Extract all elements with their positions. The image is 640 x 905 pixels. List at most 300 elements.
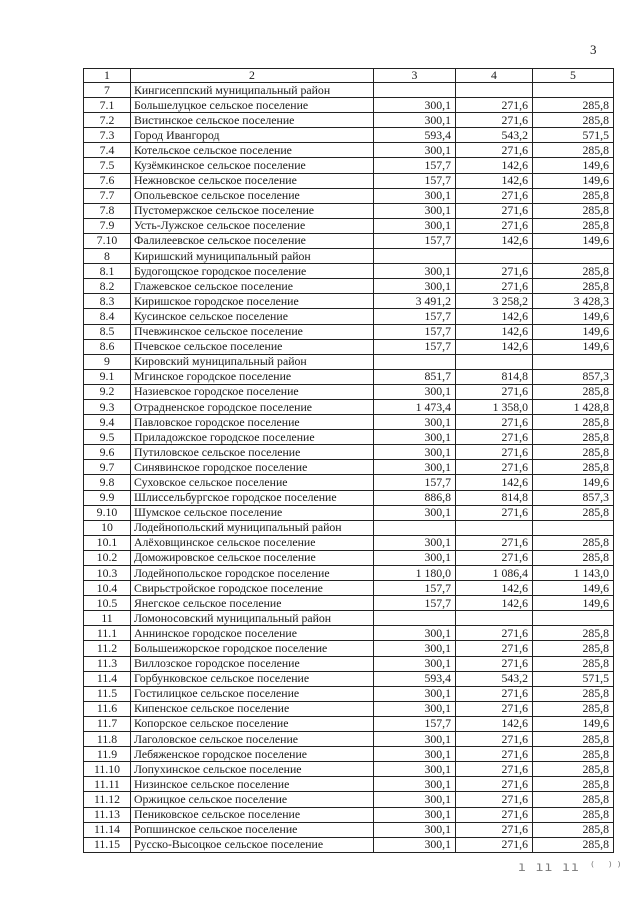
value-col5: 285,8: [533, 143, 614, 158]
value-col4: 271,6: [456, 747, 533, 762]
row-number: 8.5: [84, 324, 131, 339]
row-number: 11.12: [84, 792, 131, 807]
value-col3: 157,7: [374, 581, 456, 596]
value-col5: 285,8: [533, 792, 614, 807]
table-row: [84, 732, 614, 747]
settlement-name: Вистинское сельское поселение: [131, 113, 374, 128]
value-col3: 300,1: [374, 762, 456, 777]
value-col4: 271,6: [456, 188, 533, 203]
row-number: 9.6: [84, 445, 131, 460]
settlement-name: Пениковское сельское поселение: [131, 807, 374, 822]
value-col4: 271,6: [456, 143, 533, 158]
table-row: [84, 233, 614, 248]
value-col4: 271,6: [456, 505, 533, 520]
table-row: [84, 173, 614, 188]
settlement-name: Приладожское городское поселение: [131, 430, 374, 445]
value-col3: 157,7: [374, 173, 456, 188]
value-col5: 285,8: [533, 762, 614, 777]
table-row: [84, 218, 614, 233]
value-col3: 157,7: [374, 309, 456, 324]
row-number: 11.8: [84, 732, 131, 747]
row-number: 9.1: [84, 369, 131, 384]
table-row: [84, 520, 614, 535]
settlement-name: Лопухинское сельское поселение: [131, 762, 374, 777]
value-col4: 271,6: [456, 430, 533, 445]
value-col3: 300,1: [374, 430, 456, 445]
value-col3: [374, 611, 456, 626]
value-col4: 142,6: [456, 596, 533, 611]
table-row: [84, 686, 614, 701]
value-col4: [456, 83, 533, 98]
value-col5: 3 428,3: [533, 294, 614, 309]
value-col4: 271,6: [456, 384, 533, 399]
settlement-name: Будогощское городское поселение: [131, 264, 374, 279]
value-col5: [533, 520, 614, 535]
table-row: [84, 98, 614, 113]
settlement-name: Усть-Лужское сельское поселение: [131, 218, 374, 233]
settlement-name: Киришский муниципальный район: [131, 249, 374, 264]
table-row: [84, 430, 614, 445]
settlement-name: Лодейнопольский муниципальный район: [131, 520, 374, 535]
value-col5: 1 428,8: [533, 399, 614, 414]
value-col5: 857,3: [533, 490, 614, 505]
row-number: 9: [84, 354, 131, 369]
value-col4: [456, 354, 533, 369]
column-header: 4: [456, 69, 533, 83]
row-number: 11.13: [84, 807, 131, 822]
settlement-name: Гостилицкое сельское поселение: [131, 686, 374, 701]
table-row: [84, 158, 614, 173]
row-number: 11.6: [84, 701, 131, 716]
table-row: [84, 656, 614, 671]
row-number: 9.9: [84, 490, 131, 505]
table-row: [84, 279, 614, 294]
row-number: 7.5: [84, 158, 131, 173]
table-row: [84, 83, 614, 98]
row-number: 7.4: [84, 143, 131, 158]
value-col4: 142,6: [456, 339, 533, 354]
value-col3: 300,1: [374, 686, 456, 701]
settlement-name: Синявинское городское поселение: [131, 460, 374, 475]
value-col5: 285,8: [533, 460, 614, 475]
value-col5: [533, 611, 614, 626]
table-row: [84, 354, 614, 369]
settlement-name: Отрадненское городское поселение: [131, 399, 374, 414]
value-col3: 300,1: [374, 203, 456, 218]
row-number: 11.3: [84, 656, 131, 671]
row-number: 10.2: [84, 550, 131, 565]
table-row: [84, 264, 614, 279]
value-col3: 157,7: [374, 339, 456, 354]
settlement-name: Нежновское сельское поселение: [131, 173, 374, 188]
settlement-name: Большелуцкое сельское поселение: [131, 98, 374, 113]
settlement-name: Ропшинское сельское поселение: [131, 822, 374, 837]
row-number: 9.2: [84, 384, 131, 399]
settlement-name: Кингисеппский муниципальный район: [131, 83, 374, 98]
row-number: 10.4: [84, 581, 131, 596]
value-col5: 285,8: [533, 656, 614, 671]
value-col5: 285,8: [533, 445, 614, 460]
value-col5: [533, 83, 614, 98]
table-row: [84, 550, 614, 565]
row-number: 10: [84, 520, 131, 535]
value-col3: 157,7: [374, 475, 456, 490]
value-col4: 271,6: [456, 113, 533, 128]
value-col5: 285,8: [533, 188, 614, 203]
table-row: [84, 716, 614, 731]
table-row: [84, 626, 614, 641]
settlement-name: Копорское сельское поселение: [131, 716, 374, 731]
table-row: [84, 566, 614, 581]
table-row: [84, 837, 614, 852]
value-col5: [533, 354, 614, 369]
value-col4: 271,6: [456, 626, 533, 641]
row-number: 8.6: [84, 339, 131, 354]
value-col5: 285,8: [533, 807, 614, 822]
row-number: 9.7: [84, 460, 131, 475]
row-number: 11.1: [84, 626, 131, 641]
value-col5: 149,6: [533, 233, 614, 248]
table-row: [84, 762, 614, 777]
allocation-table: [83, 68, 614, 853]
table-row: [84, 777, 614, 792]
value-col4: 142,6: [456, 309, 533, 324]
settlement-name: Оржицкое сельское поселение: [131, 792, 374, 807]
value-col5: 285,8: [533, 430, 614, 445]
value-col4: 271,6: [456, 445, 533, 460]
row-number: 11.7: [84, 716, 131, 731]
table-row: [84, 460, 614, 475]
value-col3: 157,7: [374, 324, 456, 339]
settlement-name: Пчевжинское сельское поселение: [131, 324, 374, 339]
value-col4: 814,8: [456, 369, 533, 384]
settlement-name: Кипенское сельское поселение: [131, 701, 374, 716]
table-row: [84, 294, 614, 309]
value-col3: 300,1: [374, 747, 456, 762]
value-col3: 300,1: [374, 550, 456, 565]
table-row: [84, 535, 614, 550]
table-row: [84, 415, 614, 430]
row-number: 8.3: [84, 294, 131, 309]
value-col5: 571,5: [533, 671, 614, 686]
row-number: 7: [84, 83, 131, 98]
value-col4: 3 258,2: [456, 294, 533, 309]
value-col4: [456, 249, 533, 264]
value-col4: 271,6: [456, 822, 533, 837]
value-col4: 271,6: [456, 837, 533, 852]
value-col4: 543,2: [456, 128, 533, 143]
table-row: [84, 807, 614, 822]
value-col3: [374, 354, 456, 369]
table-row: [84, 143, 614, 158]
value-col3: 851,7: [374, 369, 456, 384]
settlement-name: Лодейнопольское городское поселение: [131, 566, 374, 581]
row-number: 11.4: [84, 671, 131, 686]
value-col3: 300,1: [374, 188, 456, 203]
settlement-name: Кузёмкинское сельское поселение: [131, 158, 374, 173]
row-number: 11.10: [84, 762, 131, 777]
value-col5: 149,6: [533, 324, 614, 339]
settlement-name: Ломоносовский муниципальный район: [131, 611, 374, 626]
value-col4: 814,8: [456, 490, 533, 505]
value-col3: 1 473,4: [374, 399, 456, 414]
value-col5: 1 143,0: [533, 566, 614, 581]
value-col5: 285,8: [533, 384, 614, 399]
table-row: [84, 384, 614, 399]
settlement-name: Лебяженское городское поселение: [131, 747, 374, 762]
value-col4: 271,6: [456, 550, 533, 565]
value-col3: 300,1: [374, 143, 456, 158]
row-number: 8.1: [84, 264, 131, 279]
value-col4: 271,6: [456, 777, 533, 792]
value-col3: 300,1: [374, 807, 456, 822]
value-col3: 300,1: [374, 98, 456, 113]
value-col4: 271,6: [456, 218, 533, 233]
settlement-name: Доможировское сельское поселение: [131, 550, 374, 565]
column-header: 5: [533, 69, 614, 83]
table-row: [84, 309, 614, 324]
value-col4: 271,6: [456, 415, 533, 430]
table-row: [84, 113, 614, 128]
value-col3: 300,1: [374, 626, 456, 641]
value-col5: 149,6: [533, 581, 614, 596]
value-col3: 300,1: [374, 777, 456, 792]
page-number: 3: [590, 42, 597, 57]
table-row: [84, 324, 614, 339]
settlement-name: Павловское городское поселение: [131, 415, 374, 430]
table-row: [84, 701, 614, 716]
row-number: 8.4: [84, 309, 131, 324]
row-number: 9.8: [84, 475, 131, 490]
value-col5: 285,8: [533, 550, 614, 565]
value-col4: 271,6: [456, 279, 533, 294]
value-col3: 300,1: [374, 656, 456, 671]
settlement-name: Большеижорское городское поселение: [131, 641, 374, 656]
value-col5: 149,6: [533, 716, 614, 731]
value-col3: 300,1: [374, 264, 456, 279]
row-number: 7.9: [84, 218, 131, 233]
settlement-name: Пчевское сельское поселение: [131, 339, 374, 354]
settlement-name: Опольевское сельское поселение: [131, 188, 374, 203]
value-col5: 285,8: [533, 837, 614, 852]
row-number: 11.9: [84, 747, 131, 762]
value-col4: 271,6: [456, 656, 533, 671]
value-col5: 285,8: [533, 505, 614, 520]
value-col5: 285,8: [533, 641, 614, 656]
table-row: [84, 399, 614, 414]
row-number: 10.5: [84, 596, 131, 611]
value-col4: 271,6: [456, 203, 533, 218]
table-row: [84, 505, 614, 520]
row-number: 8.2: [84, 279, 131, 294]
value-col4: 271,6: [456, 762, 533, 777]
settlement-name: Суховское сельское поселение: [131, 475, 374, 490]
table-row: [84, 822, 614, 837]
value-col4: 271,6: [456, 535, 533, 550]
table-row: [84, 369, 614, 384]
value-col3: [374, 83, 456, 98]
value-col4: 271,6: [456, 264, 533, 279]
value-col4: 142,6: [456, 173, 533, 188]
table-row: [84, 792, 614, 807]
value-col3: 593,4: [374, 128, 456, 143]
table-row: [84, 596, 614, 611]
row-number: 11.5: [84, 686, 131, 701]
row-number: 9.5: [84, 430, 131, 445]
value-col5: 149,6: [533, 309, 614, 324]
row-number: 9.3: [84, 399, 131, 414]
value-col5: 149,6: [533, 158, 614, 173]
value-col4: 1 086,4: [456, 566, 533, 581]
value-col4: 271,6: [456, 460, 533, 475]
value-col5: 285,8: [533, 822, 614, 837]
row-number: 10.3: [84, 566, 131, 581]
value-col3: 300,1: [374, 415, 456, 430]
value-col5: 571,5: [533, 128, 614, 143]
settlement-name: Шумское сельское поселение: [131, 505, 374, 520]
value-col3: 300,1: [374, 445, 456, 460]
value-col3: [374, 249, 456, 264]
value-col5: 285,8: [533, 279, 614, 294]
value-col4: 142,6: [456, 158, 533, 173]
settlement-name: Аннинское городское поселение: [131, 626, 374, 641]
value-col5: 285,8: [533, 777, 614, 792]
settlement-name: Кусинское сельское поселение: [131, 309, 374, 324]
value-col4: [456, 520, 533, 535]
table-row: [84, 203, 614, 218]
settlement-name: Янегское сельское поселение: [131, 596, 374, 611]
value-col5: 285,8: [533, 686, 614, 701]
table-row: [84, 490, 614, 505]
row-number: 7.2: [84, 113, 131, 128]
value-col5: 857,3: [533, 369, 614, 384]
value-col4: 142,6: [456, 324, 533, 339]
value-col3: [374, 520, 456, 535]
value-col3: 300,1: [374, 732, 456, 747]
value-col3: 157,7: [374, 596, 456, 611]
row-number: 11.2: [84, 641, 131, 656]
value-col5: 149,6: [533, 475, 614, 490]
settlement-name: Киришское городское поселение: [131, 294, 374, 309]
settlement-name: Свирьстройское городское поселение: [131, 581, 374, 596]
table-row: [84, 188, 614, 203]
column-header: 3: [374, 69, 456, 83]
settlement-name: Виллозское городское поселение: [131, 656, 374, 671]
value-col5: 285,8: [533, 747, 614, 762]
value-col5: 285,8: [533, 626, 614, 641]
value-col5: 149,6: [533, 173, 614, 188]
row-number: 11.15: [84, 837, 131, 852]
row-number: 7.1: [84, 98, 131, 113]
table-row: [84, 249, 614, 264]
settlement-name: Алёховщинское сельское поселение: [131, 535, 374, 550]
table-row: [84, 475, 614, 490]
table-row: [84, 611, 614, 626]
value-col4: 271,6: [456, 641, 533, 656]
value-col3: 300,1: [374, 837, 456, 852]
value-col3: 157,7: [374, 716, 456, 731]
settlement-name: Назиевское городское поселение: [131, 384, 374, 399]
value-col5: 285,8: [533, 701, 614, 716]
value-col5: 149,6: [533, 596, 614, 611]
settlement-name: Лаголовское сельское поселение: [131, 732, 374, 747]
value-col4: 142,6: [456, 581, 533, 596]
value-col4: 142,6: [456, 233, 533, 248]
value-col3: 157,7: [374, 158, 456, 173]
table-row: [84, 339, 614, 354]
column-header: 2: [131, 69, 374, 83]
row-number: 7.7: [84, 188, 131, 203]
row-number: 9.10: [84, 505, 131, 520]
value-col3: 886,8: [374, 490, 456, 505]
row-number: 7.8: [84, 203, 131, 218]
table-row: [84, 128, 614, 143]
settlement-name: Котельское сельское поселение: [131, 143, 374, 158]
column-header: 1: [84, 69, 131, 83]
value-col4: 1 358,0: [456, 399, 533, 414]
settlement-name: Пустомержское сельское поселение: [131, 203, 374, 218]
value-col5: 149,6: [533, 339, 614, 354]
value-col3: 3 491,2: [374, 294, 456, 309]
value-col3: 300,1: [374, 641, 456, 656]
value-col3: 300,1: [374, 822, 456, 837]
value-col3: 300,1: [374, 505, 456, 520]
value-col5: 285,8: [533, 203, 614, 218]
row-number: 11: [84, 611, 131, 626]
table-row: [84, 747, 614, 762]
settlement-name: Глажевское сельское поселение: [131, 279, 374, 294]
value-col5: 285,8: [533, 218, 614, 233]
row-number: 10.1: [84, 535, 131, 550]
table-row: [84, 581, 614, 596]
settlement-name: Горбунковское сельское поселение: [131, 671, 374, 686]
value-col3: 300,1: [374, 279, 456, 294]
settlement-name: Путиловское сельское поселение: [131, 445, 374, 460]
value-col4: 142,6: [456, 716, 533, 731]
value-col5: 285,8: [533, 113, 614, 128]
row-number: 8: [84, 249, 131, 264]
table-row: [84, 641, 614, 656]
settlement-name: Город Ивангород: [131, 128, 374, 143]
settlement-name: Шлиссельбургское городское поселение: [131, 490, 374, 505]
row-number: 7.3: [84, 128, 131, 143]
value-col3: 300,1: [374, 113, 456, 128]
row-number: 7.10: [84, 233, 131, 248]
value-col4: 543,2: [456, 671, 533, 686]
value-col5: 285,8: [533, 535, 614, 550]
row-number: 11.11: [84, 777, 131, 792]
value-col5: 285,8: [533, 415, 614, 430]
value-col3: 300,1: [374, 384, 456, 399]
value-col3: 300,1: [374, 460, 456, 475]
value-col5: 285,8: [533, 98, 614, 113]
row-number: 9.4: [84, 415, 131, 430]
table-header-row: [84, 69, 614, 83]
table-row: [84, 445, 614, 460]
value-col4: [456, 611, 533, 626]
settlement-name: Русско-Высоцкое сельское поселение: [131, 837, 374, 852]
archive-stamp: ı ıı ıı ⁽ ⁾⁾: [518, 860, 624, 875]
settlement-name: Низинское сельское поселение: [131, 777, 374, 792]
table-row: [84, 671, 614, 686]
value-col5: 285,8: [533, 264, 614, 279]
value-col3: 300,1: [374, 701, 456, 716]
value-col4: 271,6: [456, 701, 533, 716]
row-number: 11.14: [84, 822, 131, 837]
value-col4: 271,6: [456, 686, 533, 701]
value-col4: 142,6: [456, 475, 533, 490]
value-col4: 271,6: [456, 807, 533, 822]
